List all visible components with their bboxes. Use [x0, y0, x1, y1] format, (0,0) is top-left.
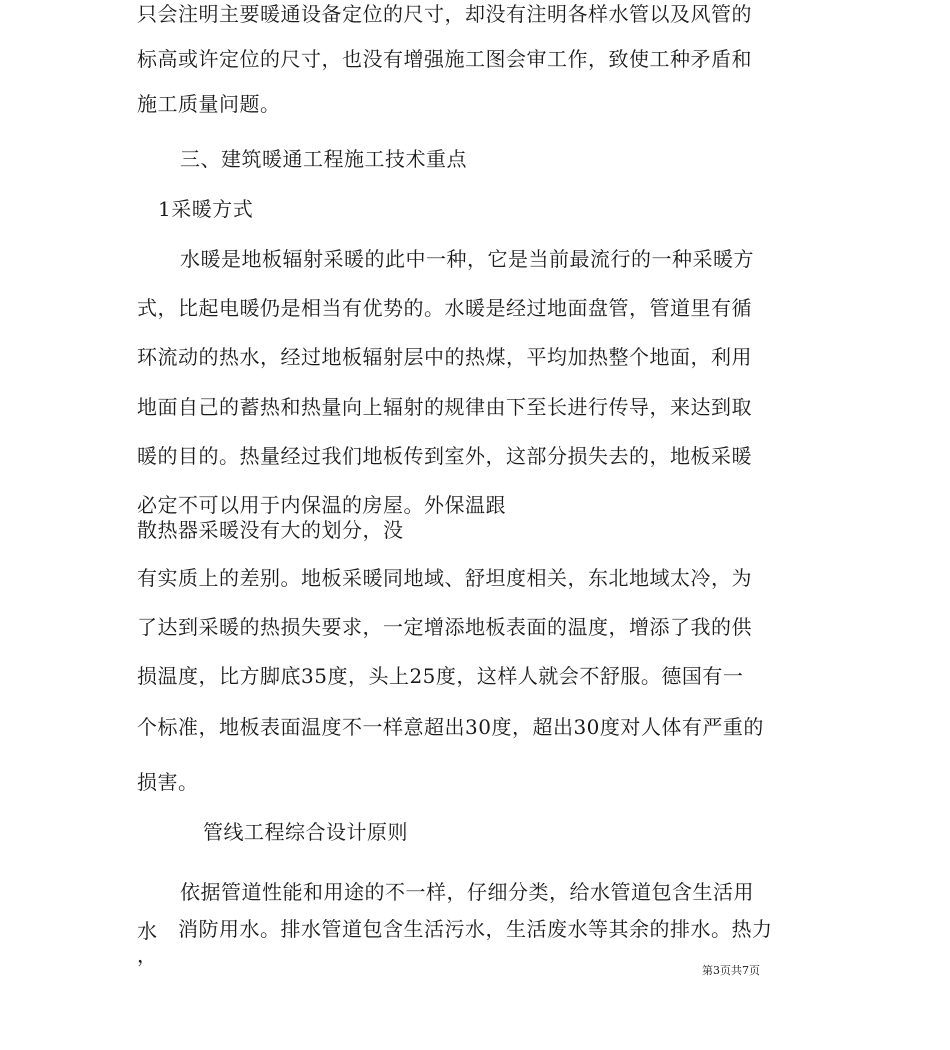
paragraph-line: 施工质量问题。	[137, 92, 281, 116]
paragraph-line: 了达到采暖的热损失要求，一定增添地板表面的温度，增添了我的供	[137, 615, 752, 639]
paragraph-line: 只会注明主要暖通设备定位的尺寸，却没有注明各样水管以及风管的	[137, 2, 752, 26]
paragraph-line: 消防用水。排水管道包含生活污水，生活废水等其余的排水。热力	[178, 917, 773, 941]
paragraph-line: 散热器采暖没有大的划分，没	[137, 518, 404, 542]
paragraph-line: 损害。	[137, 770, 199, 794]
paragraph-line: 地面自己的蓄热和热量向上辐射的规律由下至长进行传导，来达到取	[137, 395, 752, 419]
page-number: 第3页共7页	[702, 964, 760, 977]
paragraph-line: 水暖是地板辐射采暖的此中一种，它是当前最流行的一种采暖方	[180, 247, 754, 271]
paragraph-line: 暖的目的。热量经过我们地板传到室外，这部分损失去的，地板采暖	[137, 444, 752, 468]
paragraph-line: 必定不可以用于内保温的房屋。外保温跟	[137, 493, 506, 517]
paragraph-line: 依据管道性能和用途的不一样，仔细分类，给水管道包含生活用	[180, 880, 754, 904]
paragraph-line: 式，比起电暖仍是相当有优势的。水暖是经过地面盘管，管道里有循	[137, 296, 752, 320]
paragraph-line: 损温度，比方脚底35度，头上25度，这样人就会不舒服。德国有一	[137, 664, 744, 688]
section-heading: 三、建筑暖通工程施工技术重点	[180, 147, 467, 171]
paragraph-punctuation: ，	[137, 943, 157, 967]
subsection-heading: 管线工程综合设计原则	[203, 820, 408, 844]
paragraph-line: 环流动的热水，经过地板辐射层中的热煤，平均加热整个地面，利用	[137, 345, 752, 369]
paragraph-line: 标高或许定位的尺寸，也没有增强施工图会审工作，致使工种矛盾和	[137, 47, 752, 71]
paragraph-line: 水	[137, 919, 158, 943]
subsection-heading: 1采暖方式	[158, 197, 254, 221]
paragraph-line: 个标准，地板表面温度不一样意超出30度，超出30度对人体有严重的	[137, 715, 764, 739]
paragraph-line: 有实质上的差别。地板采暖同地域、舒坦度相关，东北地域太冷，为	[137, 566, 752, 590]
